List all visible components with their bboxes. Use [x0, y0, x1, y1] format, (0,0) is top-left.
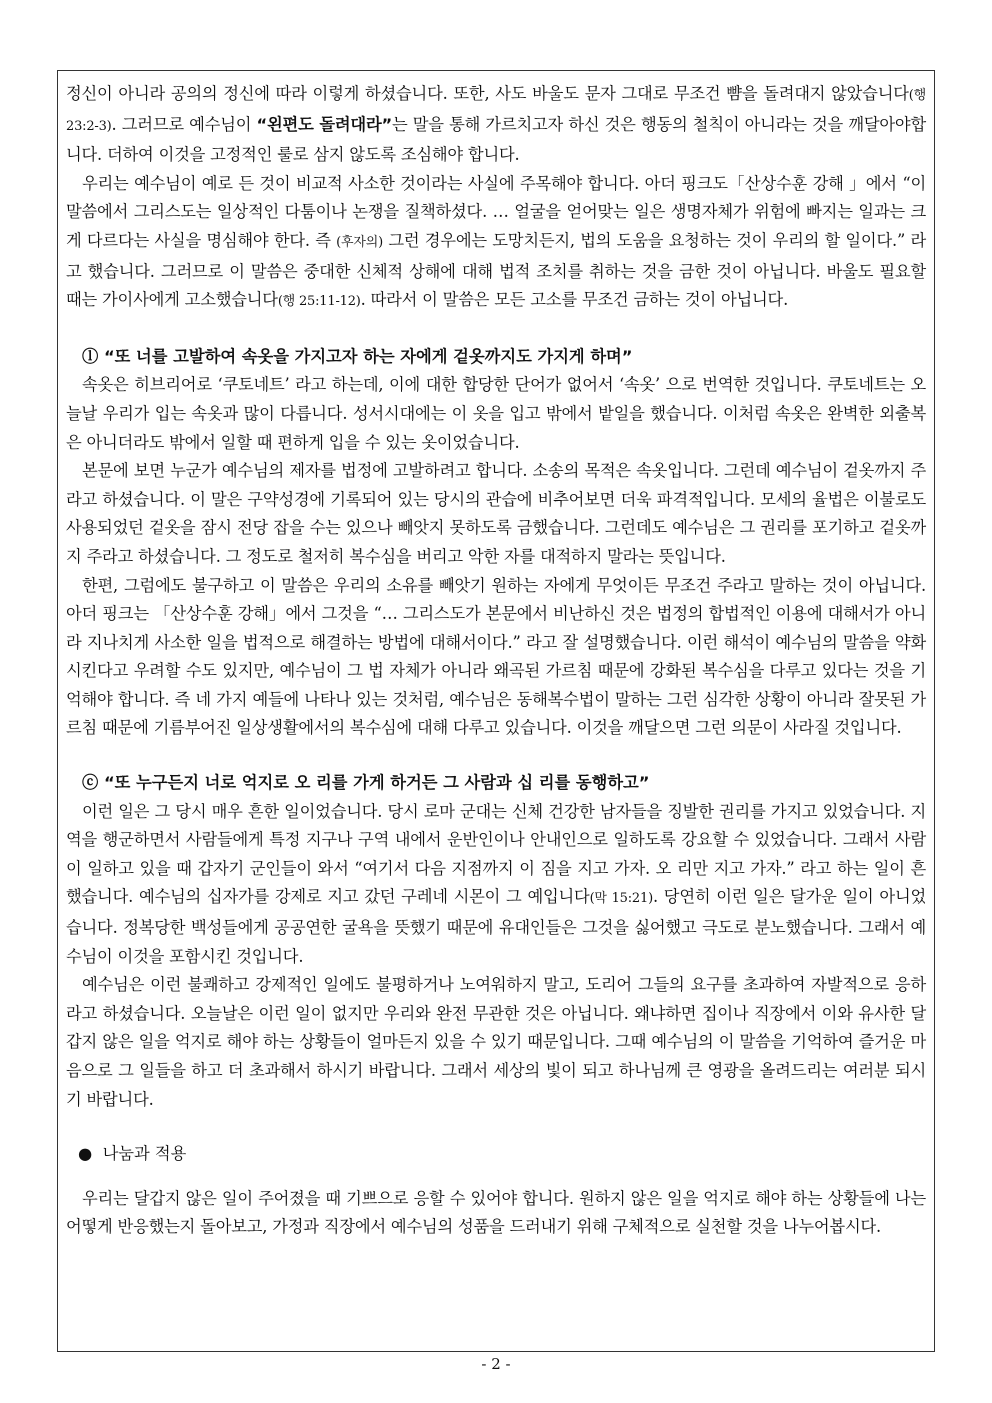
page-number: - 2 - — [481, 1355, 511, 1373]
spacer — [66, 1114, 926, 1140]
spacer — [66, 1169, 926, 1185]
document-body — [66, 80, 926, 1242]
paragraph: 속옷은 히브리어로 ‘쿠토네트’ 라고 하는데, 이에 대한 합당한 단어가 없어서 ‘속옷’ 으로 번역한 것입니다. 쿠토네트는 오늘날 우리가 입는 속옷과 많이 다릅니다. 성서시대에는 이 옷을 입고 밖에서 밭일을 했습니다. 이처럼 속옷은 완벽한 외출복은 아니더라도 밖에서 일할 때 편하게 입을 수 있는 옷이었습니다. — [66, 375, 926, 452]
paragraph: 예수님은 이런 불쾌하고 강제적인 일에도 불평하거나 노여워하지 말고, 도리어 그들의 요구를 초과하여 자발적으로 응하라고 하셨습니다. 오늘날은 이런 일이 없지만 우리와 완전 무관한 것은 아닙니다. 왜냐하면 집이나 직장에서 이와 유사한 달갑지 않은 일을 억지로 해야 하는 상황들이 얼마든지 있을 수 있기 때문입니다. 그때 예수님의 이 말씀을 기억하여 즐거운 마음으로 그 일들을 하고 더 초과해서 하시기 바랍니다. 그래서 세상의 빛이 되고 하나님께 큰 영광을 올려드리는 여러분 되시기 바랍니다. — [66, 975, 926, 1109]
bullet-icon: ● — [78, 1144, 93, 1164]
text-run: 는 말을 통해 가르치고자 하신 것은 행동의 철칙이 아니라는 것을 깨달아야합니다. 더하여 이것을 고정적인 룰로 삼지 않도록 조심해야 합니다. — [66, 114, 926, 165]
paragraph: 한편, 그럼에도 불구하고 이 말씀은 우리의 소유를 빼앗기 원하는 자에게 무엇이든 무조건 주라고 말하는 것이 아닙니다. 아더 핑크는 「산상수훈 강해」에서 그것을 “… 그리스도가 본문에서 비난하신 것은 법정의 합법적인 이용에 대해서가 아니라 지나치게 사소한 일을 법적으로 해결하는 방법에 대해서이다.” 라고 잘 설명했습니다. 이런 해석이 예수님의 말씀을 약화시킨다고 우려할 수도 있지만, 예수님이 그 법 자체가 아니라 왜곡된 가르침 때문에 강화된 복수심을 다루고 있다는 것을 기억해야 합니다. 즉 네 가지 예들에 나타나 있는 것처럼, 예수님은 동해복수법이 말하는 그런 심각한 상황이 아니라 잘못된 가르침 때문에 기름부어진 일상생활에서의 복수심에 대해 다루고 있습니다. 이것을 깨달으면 그런 의문이 사라질 것입니다. — [66, 575, 926, 738]
text-run: 정신이 아니라 공의의 정신에 따라 이렇게 하셨습니다. 또한, 사도 바울도 문자 그대로 무조건 뺨을 돌려대지 않았습니다 — [66, 84, 909, 103]
scripture-ref: (막 15:21) — [589, 891, 653, 907]
text-run: 그런 경우에는 도망치든지, 법의 도움을 요청하는 것이 우리의 할 일이다.” 라고 했습니다. 그러므로 이 말씀은 중대한 신체적 상해에 대해 법적 조치를 취하는 것을 금한 것이 아닙니다. 바울도 필요할 때는 가이사에게 고소했습니다 — [66, 230, 926, 310]
sharing-title: 나눔과 적용 — [102, 1144, 187, 1164]
spacer — [66, 317, 926, 343]
scripture-ref: (행 23:2-3) — [66, 88, 926, 134]
parenthetical: (후자의) — [336, 234, 383, 250]
sharing-heading — [66, 1140, 926, 1169]
sharing-paragraph: 우리는 달갑지 않은 일이 주어졌을 때 기쁘으로 응할 수 있어야 합니다. 원하지 않은 일을 억지로 해야 하는 상황들에 나는 어떻게 반응했는지 돌아보고, 가정과 직장에서 예수님의 성품을 드러내기 위해 구체적으로 실천할 것을 나누어봅시다. — [66, 1188, 926, 1237]
text-run: 이런 일은 그 당시 매우 흔한 일이었습니다. 당시 로마 군대는 신체 건강한 남자들을 징발한 권리를 가지고 있었습니다. 지역을 행군하면서 사람들에게 특정 지구나 구역 내에서 운반인이나 안내인으로 일하도록 강요할 수 있었습니다. 그래서 사람이 일하고 있을 때 갑자기 군인들이 와서 “여기서 다음 지점까지 이 짐을 지고 가자. 오 리만 지고 가자.” 라고 하는 일이 흔했습니다. 예수님의 십자가를 강제로 지고 갔던 구레네 시몬이 그 예입니다 — [66, 801, 926, 907]
section-heading-c: ⓒ “또 누구든지 너로 억지로 오 리를 가게 하거든 그 사람과 십 리를 동행하고” — [82, 773, 650, 793]
bold-quote: “왼편도 돌려대라” — [256, 114, 392, 134]
spacer — [66, 743, 926, 769]
paragraph — [66, 80, 926, 170]
scripture-ref: (행 25:11-12) — [277, 294, 361, 310]
text-run: . 당연히 이런 일은 달가운 일이 아니었습니다. 정복당한 백성들에게 공공연한 굴욕을 뜻했기 때문에 유대인들은 그것을 싫어했고 극도로 분노했습니다. 그래서 예수님이 이것을 포함시킨 것입니다. — [66, 887, 927, 966]
text-run: . 그러므로 예수님이 — [111, 114, 257, 134]
paragraph — [66, 798, 926, 972]
paragraph: 본문에 보면 누군가 예수님의 제자를 법정에 고발하려고 합니다. 소송의 목적은 속옷입니다. 그런데 예수님이 겉옷까지 주라고 하셨습니다. 이 말은 구약성경에 기록되어 있는 당시의 관습에 비추어보면 더욱 파격적입니다. 모세의 율법은 이불로도 사용되었던 겉옷을 잠시 전당 잡을 수는 있으나 빼앗지 못하도록 금했습니다. 그런데도 예수님은 그 권리를 포기하고 겉옷까지 주라고 하셨습니다. 그 정도로 철저히 복수심을 버리고 악한 자를 대적하지 말라는 뜻입니다. — [66, 461, 926, 566]
section-heading-l: ⓛ “또 너를 고발하여 속옷을 가지고자 하는 자에게 겉옷까지도 가지게 하며” — [82, 346, 633, 366]
text-run: . 따라서 이 말씀은 모든 고소를 무조건 금하는 것이 아닙니다. — [360, 290, 789, 310]
paragraph — [66, 170, 926, 317]
text-run: 우리는 예수님이 예로 든 것이 비교적 사소한 것이라는 사실에 주목해야 합니다. 아더 핑크도「산상수훈 강해 」에서 “이 말씀에서 그리스도는 일상적인 다툼이나 논쟁을 질책하셨다. … 얼굴을 얻어맞는 일은 생명자체가 위험에 빠지는 일과는 크게 다르다는 사실을 명심해야 한다. 즉 — [66, 173, 926, 250]
